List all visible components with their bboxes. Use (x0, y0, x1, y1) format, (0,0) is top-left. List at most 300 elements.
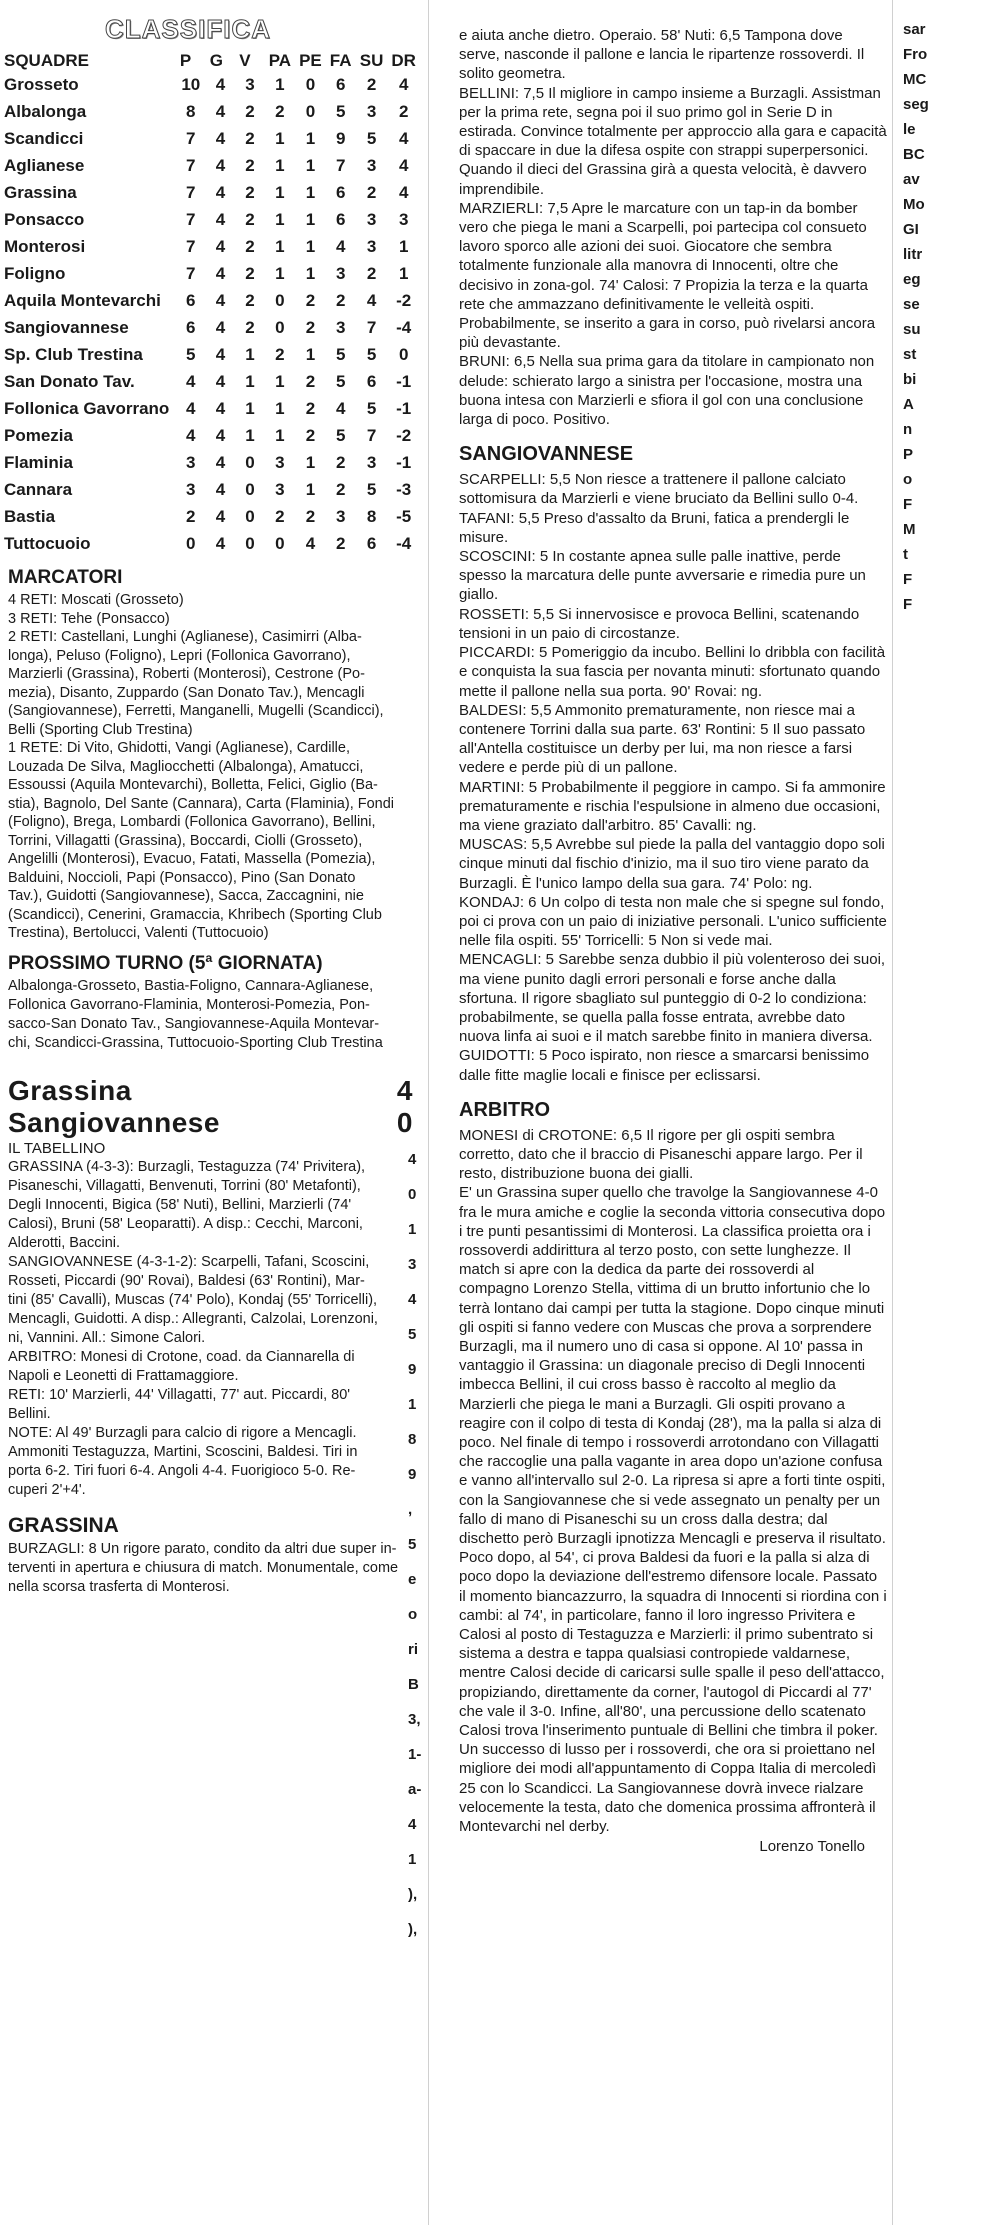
edge-fragment: MC (903, 71, 927, 88)
stat-cell: 1 (275, 263, 285, 283)
stat-cell: 2 (366, 74, 377, 94)
stat-cell: 7 (186, 263, 196, 283)
stat-cell: 3 (336, 506, 346, 526)
marcatori-line: Tav.), Guidotti (Sangiovannese), Sacca, Zaccagnini, nie (8, 888, 364, 904)
standings-row (0, 314, 420, 341)
marcatori-line: 1 RETE: Di Vito, Ghidotti, Vangi (Aglianese), Cardille, (8, 740, 350, 756)
stat-cell: 2 (305, 371, 316, 391)
stat-cell: 0 (275, 317, 285, 337)
stat-cell: 2 (186, 506, 196, 526)
tabellino-line: RETI: 10' Marzierli, 44' Villagatti, 77' aut. Piccardi, 80' (8, 1386, 351, 1403)
col-header: V (239, 51, 251, 70)
team-name: Grosseto (4, 74, 79, 94)
standings-row (0, 422, 420, 449)
stat-cell: 5 (336, 344, 346, 364)
stat-cell: 6 (336, 74, 346, 94)
fixture-line: Follonica Gavorrano-Flaminia, Monterosi-Pomezia, Pon- (8, 996, 370, 1013)
standings-row (0, 233, 420, 260)
stat-cell: 4 (215, 290, 226, 310)
col-header: FA (329, 51, 352, 70)
stat-cell: 3 (275, 452, 285, 472)
marcatori-line: Balduini, Noccioli, Papi (Ponsacco), Pino (San Donato (8, 869, 356, 886)
tabellino-line: GRASSINA (4-3-3): Burzagli, Testaguzza (74' Privitera), (8, 1158, 366, 1175)
stat-cell: 1 (275, 371, 285, 391)
edge-fragment: 1 (408, 1851, 417, 1868)
stat-cell: 1 (275, 128, 285, 148)
team-name: Monterosi (4, 236, 86, 256)
stat-cell: 1 (305, 236, 316, 256)
stat-cell: 4 (215, 452, 226, 472)
stat-cell: 1 (245, 344, 255, 364)
stat-cell: 1 (305, 128, 316, 148)
stat-cell: 1 (245, 371, 255, 391)
marcatori-line: 3 RETI: Tehe (Ponsacco) (8, 610, 170, 627)
tabellino-line: Pisaneschi, Villagatti, Benvenuti, Torrini (80' Metafonti), (8, 1177, 361, 1194)
stat-cell: 3 (366, 101, 377, 121)
stat-cell: 2 (245, 263, 255, 283)
edge-fragment: 0 (408, 1186, 417, 1203)
stat-cell: 2 (305, 398, 316, 418)
edge-fragment: 1 (408, 1221, 417, 1238)
classifica-title: CLASSIFICA (105, 14, 271, 44)
tabellino-line: tini (85' Cavalli), Muscas (74' Polo), Kondaj (55' Torricelli), (8, 1291, 378, 1308)
col-header: PE (299, 51, 322, 70)
marcatori-line: Marzierli (Grassina), Roberti (Monterosi), Cestrone (Po- (8, 666, 365, 682)
edge-fragment: BC (903, 146, 925, 163)
away-score: 0 (396, 1106, 413, 1138)
stat-cell: 0 (245, 479, 255, 499)
tabellino-line: NOTE: Al 49' Burzagli para calcio di rigore a Mencagli. (8, 1424, 357, 1441)
marcatori-line: 2 RETI: Castellani, Lunghi (Aglianese), Casimirri (Alba- (8, 629, 362, 645)
stat-cell: 7 (186, 209, 196, 229)
stat-cell: 4 (215, 506, 226, 526)
stat-cell: 4 (215, 317, 226, 337)
team-name: Pomezia (4, 425, 73, 445)
stat-cell: 2 (305, 317, 316, 337)
edge-fragment: Fro (903, 46, 928, 63)
edge-fragment: o (903, 471, 913, 488)
stat-cell: 1 (305, 479, 316, 499)
stat-cell: -2 (396, 290, 412, 310)
stat-cell: 5 (366, 479, 377, 499)
stat-cell: 10 (181, 74, 201, 94)
standings-row (0, 368, 420, 395)
stat-cell: -4 (396, 317, 412, 337)
player-rating: e aiuta anche dietro. Operaio. 58' Nuti: 6,5 Tampona dove serve, nasconde il pallone e lancia le ripartenze rossoverdi. Il solito geometra. (459, 27, 865, 83)
team-name: Bastia (4, 506, 56, 526)
edge-fragment: su (903, 321, 921, 338)
stat-cell: 2 (336, 479, 346, 499)
edge-fragment: 1- (408, 1746, 422, 1763)
fixture-line: sacco-San Donato Tav., Sangiovannese-Aquila Montevar- (8, 1015, 380, 1032)
team-name: Albalonga (4, 101, 87, 121)
edge-fragment: bi (903, 371, 917, 388)
stat-cell: 2 (245, 101, 255, 121)
stat-cell: 7 (186, 155, 196, 175)
stat-cell: 7 (186, 182, 196, 202)
team-name: Sp. Club Trestina (4, 344, 143, 364)
standings-row (0, 98, 420, 125)
edge-fragment: 4 (408, 1291, 417, 1308)
edge-fragment: B (408, 1676, 419, 1693)
player-rating: BELLINI: 7,5 Il migliore in campo insieme a Burzagli. Assistman per la prima rete, segna poi il suo primo gol in Serie D in estirada. Convince totalmente per approccio alla gara e capacità di spaccare in due la difesa ospite con strappi superpersonici. Quando il dieci del Grassina girà a questa velocità, è davvero imprendibile. (459, 84, 887, 198)
home-score: 4 (396, 1074, 413, 1106)
edge-fragment: 8 (408, 1431, 417, 1448)
edge-fragment: t (903, 546, 908, 563)
edge-fragment: GI (903, 221, 919, 238)
stat-cell: 0 (245, 533, 255, 553)
edge-fragment: 5 (408, 1326, 417, 1343)
rating-line: BURZAGLI: 8 Un rigore parato, condito da altri due super in- (8, 1540, 397, 1557)
player-rating: TAFANI: 5,5 Preso d'assalto da Bruni, fatica a prendergli le misure. (459, 509, 850, 546)
edge-fragment: 4 (408, 1151, 417, 1168)
column-divider (428, 0, 429, 2225)
stat-cell: 4 (398, 155, 409, 175)
stat-cell: 5 (336, 101, 346, 121)
stat-cell: 2 (336, 290, 346, 310)
tabellino-line: Mencagli, Guidotti. A disp.: Allegranti, Calzolai, Lorenzoni, (8, 1310, 378, 1327)
player-rating: MARZIERLI: 7,5 Apre le marcature con un tap-in da bomber vero che piega le mani a Scarpelli, poi partecipa col consueto lavoro sporco alle azioni dei suoi. Giocatore che sembra totalmente funzionale alla manovra di Innocenti, oltre che decisivo in zona-gol. 74' Calosi: 7 Propizia la terza e la quarta rete che ammazzano definitivamente le velleità ospiti. Probabilmente, se inserito a gara in corso, può rivelarsi ancora più devastante. (459, 199, 876, 352)
tabellino-line: Rosseti, Piccardi (90' Rovai), Baldesi (63' Rontini), Mar- (8, 1272, 365, 1289)
grassina-ratings-text (8, 1540, 412, 1597)
stat-cell: 4 (186, 371, 196, 391)
tabellino-line: Napoli e Leonetti di Frattamaggiore. (8, 1367, 239, 1384)
edge-fragment: av (903, 171, 920, 188)
stat-cell: 4 (215, 533, 226, 553)
player-rating: MUSCAS: 5,5 Avrebbe sul piede la palla del vantaggio dopo soli cinque minuti dal fischio d'inizio, ma il suo tiro viene parato da Burzagli. È l'unico lampo della sua gara. 74' Polo: ng. (459, 836, 885, 892)
stat-cell: 7 (186, 128, 196, 148)
stat-cell: 4 (336, 236, 346, 256)
stat-cell: 1 (245, 425, 255, 445)
stat-cell: 0 (305, 74, 316, 94)
tabellino-line: Alderotti, Baccini. (8, 1234, 121, 1251)
col-header: SU (359, 51, 384, 70)
col-header: SQUADRE (4, 51, 90, 70)
stat-cell: 0 (186, 533, 196, 553)
tabellino-line: cuperi 2'+4'. (8, 1481, 86, 1498)
player-rating: BALDESI: 5,5 Ammonito prematuramente, non riesce mai a contenere Torrini dalla sua parte. 63' Rontini: 5 Il suo passato all'Antella costituisce un derby per lui, ma non riesce a farsi vedere e perde più di un pallone. (459, 701, 866, 777)
stat-cell: 4 (398, 74, 409, 94)
stat-cell: 4 (186, 425, 196, 445)
tabellino-line: Ammoniti Testaguzza, Martini, Scoscini, Baldesi. Tiri in (8, 1443, 358, 1460)
stat-cell: 6 (336, 209, 346, 229)
stat-cell: 5 (186, 344, 196, 364)
team-name: Foligno (4, 263, 66, 283)
stat-cell: 0 (275, 290, 285, 310)
stat-cell: 3 (336, 263, 346, 283)
edge-fragment: st (903, 346, 917, 363)
team-name: Scandicci (4, 128, 84, 148)
stat-cell: -3 (396, 479, 412, 499)
stat-cell: -5 (396, 506, 412, 526)
player-rating: ROSSETI: 5,5 Si innervosisce e provoca Bellini, scatenando tensioni in un paio di circostanze. (459, 605, 860, 642)
standings-row (0, 530, 420, 557)
sangiovannese-ratings-title: SANGIOVANNESE (459, 443, 634, 466)
stat-cell: 6 (366, 533, 377, 553)
tabellino-line: ARBITRO: Monesi di Crotone, coad. da Ciannarella di (8, 1348, 355, 1365)
right-edge-text (895, 20, 1000, 614)
edge-fragment: P (903, 446, 914, 463)
marcatori-line: mezia), Disanto, Zuppardo (San Donato Tav.), Mencagli (8, 684, 365, 701)
standings-row (0, 449, 420, 476)
match-report: E' un Grassina super quello che travolge la Sangiovannese 4-0 fra le mura amiche e coglie la seconda vittoria consecutiva dopo i tre punti pesantissimi di Monterosi. La classifica proietta ora i rossoverdi addirittura al terzo posto, con sette lunghezze. Il match si apre con la dedica da parte dei rossoverdi al compagno Lorenzo Stella, vittima di un brutto infortunio che lo terrà lontano dai campi per tutta la stagione. Dopo cinque minuti gli ospiti si fanno vedere con Muscas che prova a sorprendere Burzagli, ma il numero uno di casa si oppone. Al 10' passa in vantaggio il Grassina: un diagonale preciso di Degli Innocenti imbecca Bellini, il cui cross basso è raccolto al meglio da Marzierli che piega le mani a Burzagli. Gli ospiti provano a reagire con il colpo di testa di Kondaj (28'), ma la palla si alza di poco. Nel finale di tempo i rossoverdi arrotondano con Villagatti che raccoglie una palla vagante in area dopo un'azione confusa e vanno all'intervallo sul 2-0. La ripresa si apre a forti tinte ospiti, con la Sangiovannese che si vede assegnato un penalty per un fallo di mano di Pisaneschi su un cross dalla destra; dal dischetto però Burzagli ipnotizza Mencagli e preserva il risultato. Poco dopo, al 54', ci prova Baldesi da fuori e la palla si alza di poco dopo la deviazione dell'estremo difensore locale. Passato il momento biancazzurro, la squadra di Innocenti si riordina con i cambi: al 74', in particolare, fanno il loro ingresso Privitera e Calosi al posto di Testaguzza e Marzierli: il primo subentrato si sistema a destra e tappa qualsiasi contropiede valdarnese, mentre Calosi decide di caricarsi sulle spalle il peso dell'attacco, propiziando, direttamente da corner, l'autogol di Piccardi al 77' che vale il 3-0. Infine, all'80', una percussione dello scatenato Calosi trova l'inserimento puntuale di Bellini che timbra il poker. Un successo di lusso per i rossoverdi, che ora si proiettano nel migliore dei modi all'appuntamento di Coppa Italia di mercoledì 25 con lo Scandicci. La Sangiovannese dovrà invece rialzare velocemente la testa, dato che domenica prossima affronterà il Montevarchi nel derby. (459, 1184, 887, 1836)
stat-cell: 2 (336, 533, 346, 553)
fixture-line: Albalonga-Grosseto, Bastia-Foligno, Cannara-Aglianese, (8, 977, 374, 994)
team-name: Sangiovannese (4, 317, 129, 337)
edge-fragment: 4 (408, 1816, 417, 1833)
team-name: San Donato Tav. (4, 371, 135, 391)
marcatori-line: Angelilli (Monterosi), Evacuo, Fatati, Massella (Pomezia), (8, 851, 376, 867)
team-name: Ponsacco (4, 209, 85, 229)
player-rating: MARTINI: 5 Probabilmente il peggiore in campo. Si fa ammonire prematuramente e rischia l'espulsione in almeno due occasioni, ma viene graziato dall'arbitro. 85' Cavalli: ng. (459, 778, 886, 834)
stat-cell: 4 (215, 425, 226, 445)
rating-line: terventi in apertura e chiusura di match. Monumentale, come (8, 1559, 399, 1576)
tabellino-line: SANGIOVANNESE (4-3-1-2): Scarpelli, Tafani, Scoscini, (8, 1253, 370, 1270)
column-divider (892, 0, 893, 2225)
stat-cell: 2 (245, 317, 255, 337)
right-edge-fragments (895, 0, 1000, 2225)
stat-cell: 4 (215, 371, 226, 391)
stat-cell: 1 (305, 155, 316, 175)
stat-cell: 1 (398, 263, 409, 283)
tabellino-line: Degli Innocenti, Bigica (58' Nuti), Bellini, Marzierli (74' (8, 1196, 352, 1213)
edge-fragment: ri (408, 1641, 419, 1658)
edge-fragment: e (408, 1571, 417, 1588)
player-rating: PICCARDI: 5 Pomeriggio da incubo. Bellini lo dribbla con facilità e conquista la sua fascia per novanta minuti: sfortunato quando mette il pallone nella sua porta. 90' Rovai: ng. (459, 644, 886, 700)
edge-fragment: F (903, 571, 913, 588)
marcatori-line: Belli (Sporting Club Trestina) (8, 721, 193, 738)
stat-cell: 4 (215, 182, 226, 202)
col-header: DR (391, 51, 416, 70)
stat-cell: 4 (215, 209, 226, 229)
stat-cell: 0 (245, 506, 255, 526)
stat-cell: 2 (245, 155, 255, 175)
stat-cell: -1 (396, 452, 412, 472)
left-column (0, 0, 420, 2225)
stat-cell: 1 (305, 344, 316, 364)
stat-cell: 2 (366, 263, 377, 283)
standings-row (0, 179, 420, 206)
marcatori-line: (Foligno), Brega, Lombardi (Follonica Gavorrano), Bellini, (8, 814, 376, 830)
grassina-ratings-continued (435, 26, 895, 429)
tabellino-title: IL TABELLINO (8, 1139, 106, 1157)
stat-cell: 4 (215, 236, 226, 256)
edge-fragment: sar (903, 21, 926, 38)
rating-line: nella scorsa trasferta di Monterosi. (8, 1578, 230, 1595)
edge-fragment: F (903, 596, 913, 613)
stat-cell: 4 (186, 398, 196, 418)
team-name: Aglianese (4, 155, 85, 175)
away-team: Sangiovannese (8, 1106, 220, 1138)
stat-cell: 3 (366, 452, 377, 472)
stat-cell: 1 (305, 452, 316, 472)
edge-fragment: litr (903, 246, 923, 263)
team-name: Flaminia (4, 452, 73, 472)
stat-cell: 2 (245, 236, 255, 256)
marcatori-line: 4 RETI: Moscati (Grosseto) (8, 592, 184, 608)
stat-cell: 1 (275, 74, 285, 94)
marcatori-line: Essoussi (Aquila Montevarchi), Bolletta, Felici, Giglio (Ba- (8, 777, 378, 793)
stat-cell: 7 (366, 317, 377, 337)
player-rating: SCARPELLI: 5,5 Non riesce a trattenere il pallone calciato sottomisura da Marzierli e viene bruciato da Bellini sullo 0-4. (459, 471, 859, 508)
marcatori-line: Trestina), Bertolucci, Valenti (Tuttocuoio) (8, 925, 269, 941)
stat-cell: 2 (366, 182, 377, 202)
stat-cell: 4 (215, 155, 226, 175)
stat-cell: 2 (275, 101, 285, 121)
stat-cell: 3 (366, 209, 377, 229)
match-home-row (8, 1075, 413, 1107)
stat-cell: 1 (305, 263, 316, 283)
tabellino-text (8, 1158, 412, 1500)
standings-table (0, 51, 420, 557)
edge-fragment: le (903, 121, 916, 138)
stat-cell: 4 (215, 479, 226, 499)
stat-cell: 3 (366, 155, 377, 175)
marcatori-line: longa), Peluso (Foligno), Lepri (Follonica Gavorrano), (8, 647, 351, 664)
standings-row (0, 152, 420, 179)
stat-cell: 8 (186, 101, 196, 121)
stat-cell: 1 (275, 155, 285, 175)
stat-cell: 4 (215, 128, 226, 148)
stat-cell: 1 (275, 209, 285, 229)
edge-fragment: n (903, 421, 913, 438)
stat-cell: 3 (186, 479, 196, 499)
standings-body (0, 71, 420, 557)
stat-cell: 2 (245, 182, 255, 202)
stat-cell: 6 (186, 317, 196, 337)
stat-cell: 5 (336, 371, 346, 391)
tabellino-line: ni, Vannini. All.: Simone Calori. (8, 1329, 206, 1346)
middle-column (435, 0, 895, 2225)
stat-cell: 2 (305, 506, 316, 526)
standings-row (0, 71, 420, 98)
edge-fragment: se (903, 296, 920, 313)
stat-cell: 6 (366, 371, 377, 391)
stat-cell: 9 (336, 128, 346, 148)
stat-cell: 1 (398, 236, 409, 256)
stat-cell: 4 (366, 290, 377, 310)
stat-cell: 4 (215, 344, 226, 364)
team-name: Tuttocuoio (4, 533, 91, 553)
tabellino-line: porta 6-2. Tiri fuori 6-4. Angoli 4-4. Fuorigioco 5-0. Re- (8, 1462, 356, 1479)
team-name: Follonica Gavorrano (4, 398, 170, 418)
standings-header (0, 51, 420, 71)
stat-cell: 1 (275, 236, 285, 256)
stat-cell: 8 (366, 506, 377, 526)
arbitro-rating: MONESI di CROTONE: 6,5 Il rigore per gli ospiti sembra corretto, dato che il braccio di Pisaneschi appare largo. Per il resto, distribuzione buona dei gialli. (459, 1126, 863, 1183)
standings-row (0, 125, 420, 152)
standings-row (0, 395, 420, 422)
marcatori-line: stia), Bagnolo, Del Sante (Cannara), Carta (Flaminia), Fondi (8, 795, 395, 812)
team-name: Cannara (4, 479, 73, 499)
edge-fragment: M (903, 521, 916, 538)
stat-cell: 5 (366, 398, 377, 418)
stat-cell: 4 (305, 533, 316, 553)
left-edge-fragments (408, 1150, 426, 1939)
prossimo-turno-list (8, 977, 412, 1053)
stat-cell: 7 (366, 425, 377, 445)
edge-fragment: 9 (408, 1466, 417, 1483)
stat-cell: 4 (215, 398, 226, 418)
stat-cell: 4 (336, 398, 346, 418)
byline: Lorenzo Tonello (759, 1838, 865, 1856)
standings-row (0, 260, 420, 287)
edge-fragment: 9 (408, 1361, 417, 1378)
stat-cell: 0 (245, 452, 255, 472)
edge-fragment: seg (903, 96, 929, 113)
match-away-row (8, 1107, 413, 1139)
stat-cell: 1 (275, 425, 285, 445)
stat-cell: 5 (366, 344, 377, 364)
marcatori-list (8, 591, 412, 943)
stat-cell: 2 (275, 506, 285, 526)
stat-cell: 6 (186, 290, 196, 310)
stat-cell: 1 (305, 209, 316, 229)
standings-row (0, 206, 420, 233)
stat-cell: 6 (336, 182, 346, 202)
stat-cell: 0 (275, 533, 285, 553)
edge-fragment: 1 (408, 1396, 417, 1413)
stat-cell: 5 (366, 128, 377, 148)
stat-cell: 1 (275, 398, 285, 418)
stat-cell: 2 (305, 290, 316, 310)
marcatori-line: Torrini, Villagatti (Grassina), Boccardi, Ciolli (Grosseto), (8, 832, 363, 849)
edge-fragment: 5 (408, 1536, 417, 1553)
prossimo-turno-title: PROSSIMO TURNO (5ª GIORNATA) (8, 952, 323, 974)
fixture-line: chi, Scandicci-Grassina, Tuttocuoio-Sporting Club Trestina (8, 1034, 383, 1051)
standings-row (0, 287, 420, 314)
player-rating: SCOSCINI: 5 In costante apnea sulle palle inattive, perde spesso la marcatura delle punte avversarie e rimedia pure un giallo. (459, 548, 866, 604)
stat-cell: -1 (396, 371, 412, 391)
stat-cell: 7 (186, 236, 196, 256)
stat-cell: 7 (336, 155, 346, 175)
marcatori-line: (Scandicci), Cenerini, Gramaccia, Khribech (Sporting Club (8, 906, 382, 923)
player-rating: BRUNI: 6,5 Nella sua prima gara da titolare in campionato non delude: schierato largo a sinistra per l'occasione, mostra una buona intesa con Marzierli e sfiora il gol con una conclusione larga di poco. Positivo. (459, 353, 875, 429)
team-name: Aquila Montevarchi (4, 290, 161, 310)
edge-fragment: A (903, 396, 914, 413)
stat-cell: 3 (366, 236, 377, 256)
edge-fragment: Mo (903, 196, 925, 213)
home-team: Grassina (8, 1074, 132, 1106)
stat-cell: 5 (336, 425, 346, 445)
stat-cell: 4 (398, 182, 409, 202)
standings-row (0, 341, 420, 368)
edge-fragment: 3 (408, 1256, 417, 1273)
stat-cell: 3 (245, 74, 255, 94)
standings-row (0, 503, 420, 530)
stat-cell: -4 (396, 533, 412, 553)
stat-cell: 0 (305, 101, 316, 121)
player-rating: MENCAGLI: 5 Sarebbe senza dubbio il più volenteroso dei suoi, ma viene punito dagli errori personali e forse anche dalla sfortuna. Il rigore sbagliato sul punteggio di 0-2 lo condiziona: probabilmente, se quella palla fosse entrata, avrebbe dato nuova linfa ai suoi e il match sarebbe finito in maniera diversa. (459, 951, 886, 1046)
tabellino-line: Bellini. (8, 1405, 51, 1422)
edge-fragment: ), (408, 1921, 418, 1938)
stat-cell: 2 (398, 101, 409, 121)
stat-cell: 2 (245, 128, 255, 148)
sangiovannese-ratings (435, 470, 895, 1085)
col-header: G (209, 51, 223, 70)
edge-fragment: eg (903, 271, 921, 288)
stat-cell: 1 (275, 182, 285, 202)
stat-cell: 3 (186, 452, 196, 472)
player-rating: KONDAJ: 6 Un colpo di testa non male che si spegne sul fondo, poi ci prova con un paio di iniziative personali. L'unico sufficiente nelle fila ospiti. 55' Torricelli: 5 Non si vede mai. (459, 893, 887, 950)
stat-cell: -1 (396, 398, 412, 418)
stat-cell: 4 (215, 74, 226, 94)
grassina-ratings-title: GRASSINA (8, 1513, 119, 1537)
tabellino-line: Calosi), Bruni (58' Leoparatti). A disp.: Cecchi, Marconi, (8, 1215, 363, 1232)
edge-fragment: ), (408, 1886, 418, 1903)
stat-cell: 2 (245, 290, 255, 310)
stat-cell: 0 (398, 344, 409, 364)
